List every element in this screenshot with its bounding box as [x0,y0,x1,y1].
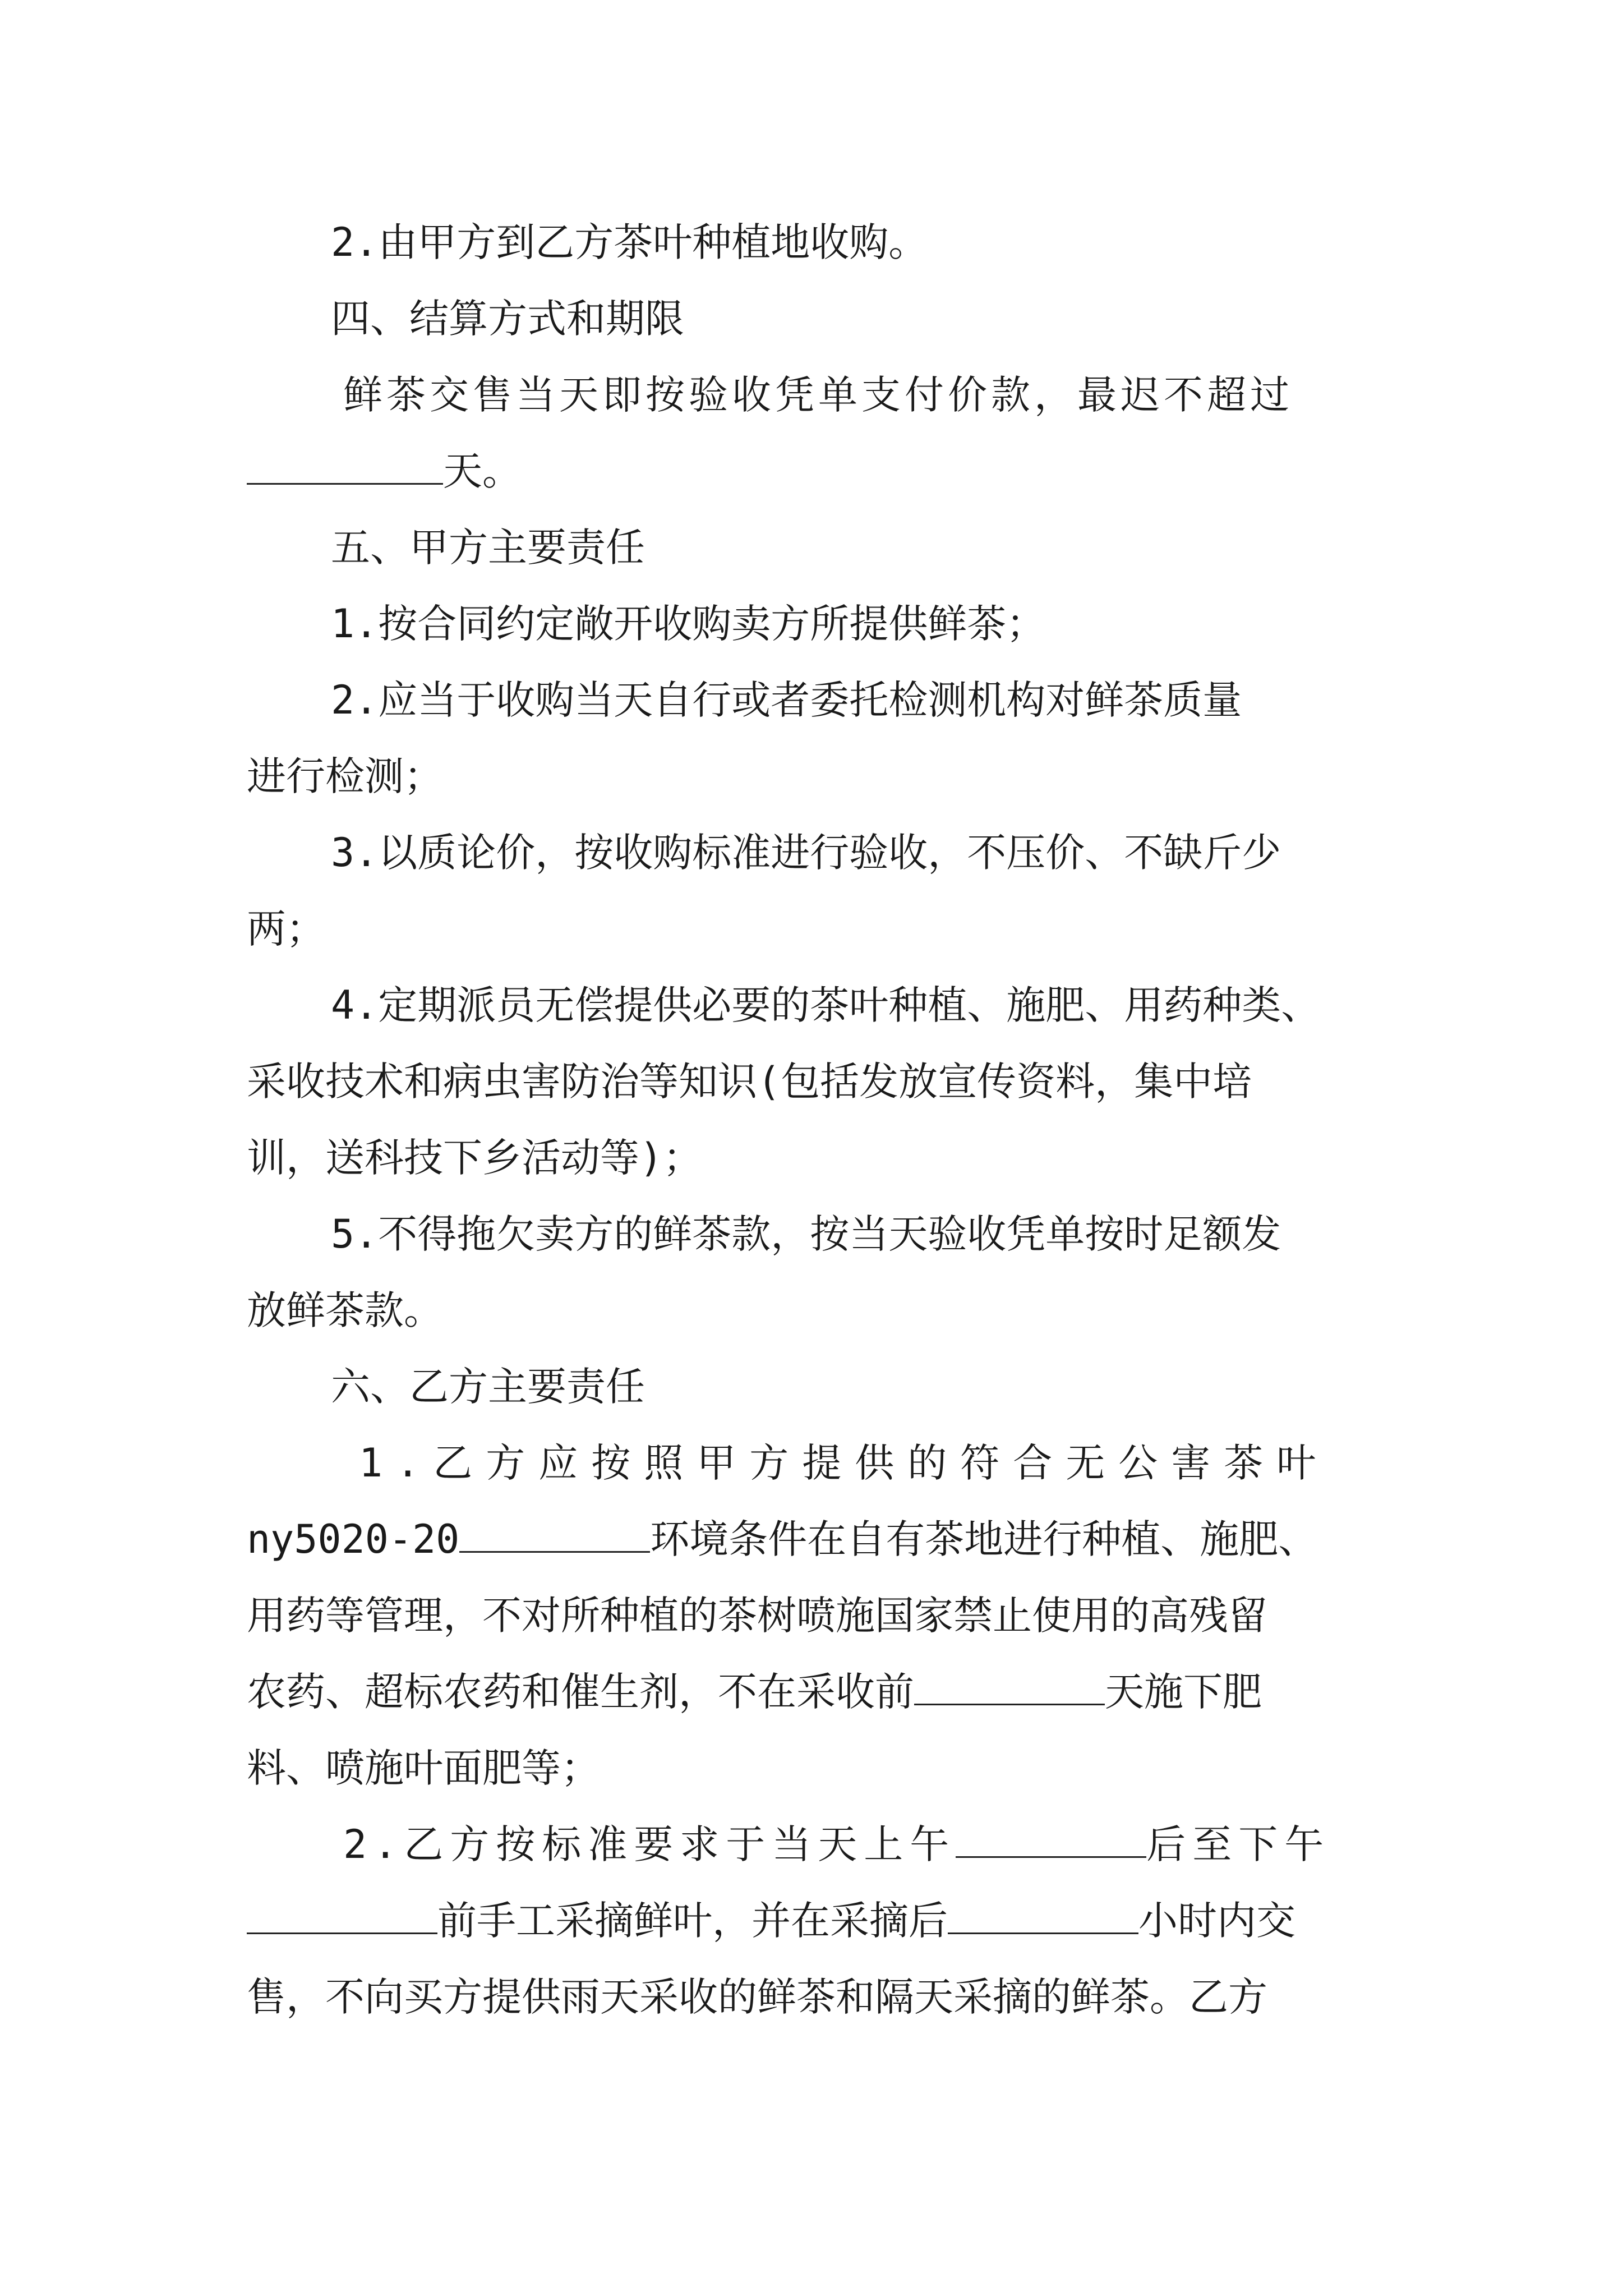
text-line [331,977,1320,1033]
text-line [247,1511,1317,1567]
fill-in-blank[interactable] [247,444,443,485]
text-line [247,1130,702,1186]
text-line-content: 2.应当于收购当天自行或者委托检测机构对鲜茶质量 [331,677,1242,723]
text-line-content: 3.以质论价，按收购标准进行验收，不压价、不缺斤少 [331,830,1281,876]
text-line [331,1206,1281,1262]
text-line [247,748,443,804]
section-heading [331,519,645,576]
text-line-content: 4.定期派员无偿提供必要的茶叶种植、施肥、用药种类、 [331,982,1321,1028]
text-line [331,825,1281,881]
fill-in-blank[interactable] [956,1817,1146,1858]
text-line [331,214,928,270]
text-line [247,901,325,957]
section-heading [331,291,684,347]
code-text: ny5020-20 [247,1516,460,1562]
text-line-content: 训，送科技下乡活动等)； [247,1135,703,1181]
text-line [247,1588,1267,1644]
fill-in-blank[interactable] [914,1664,1105,1705]
text-line [359,1435,1329,1491]
text-line [247,1053,1252,1110]
section-heading-text: 五、甲方主要责任 [331,524,645,570]
text-line-content: 前手工采摘鲜叶，并在采摘后 [437,1898,948,1944]
text-line-content: 农药、超标农药和催生剂，不在采收前 [247,1669,914,1715]
text-line-content: 两； [247,906,325,952]
text-line-content: 5.不得拖欠卖方的鲜茶款，按当天验收凭单按时足额发 [331,1211,1281,1257]
text-line-content: 鲜茶交售当天即按验收凭单支付价款，最迟不超过 [343,372,1293,418]
text-line [247,443,522,499]
text-line [247,1740,600,1796]
text-line [247,1969,1267,2025]
text-line-content: 料、喷施叶面肥等； [247,1745,600,1791]
text-line-content: 进行检测； [247,753,443,799]
text-line [343,1816,1330,1872]
text-line-content: 2.乙方按标准要求于当天上午 [343,1821,956,1867]
fill-in-blank[interactable] [948,1893,1138,1934]
text-line-content: 售，不向买方提供雨天采收的鲜茶和隔天采摘的鲜茶。乙方 [247,1974,1267,2020]
fill-in-blank[interactable] [247,1893,437,1934]
text-line [247,1893,1295,1949]
text-line [247,1664,1262,1720]
text-line [331,672,1242,728]
text-line [343,367,1293,423]
text-line-content: 用药等管理，不对所种植的茶树喷施国家禁止使用的高残留 [247,1593,1267,1639]
text-line-content: 环境条件在自有茶地进行种植、施肥、 [650,1516,1318,1562]
text-line-content: 采收技术和病虫害防治等知识(包括发放宣传资料，集中培 [247,1059,1252,1105]
section-heading-text: 四、结算方式和期限 [331,296,684,342]
text-line-content: 天。 [443,448,522,494]
text-line-content: 放鲜茶款。 [247,1287,443,1333]
fill-in-blank[interactable] [459,1512,650,1553]
section-heading-text: 六、乙方主要责任 [331,1364,645,1410]
text-line [331,596,1045,652]
text-line [247,1282,443,1338]
text-line-content: 1.乙方应按照甲方提供的符合无公害茶叶 [359,1440,1330,1486]
text-line-content: 天施下肥 [1105,1669,1262,1715]
text-line-content: 后至下午 [1146,1821,1331,1867]
text-line-content: 小时内交 [1138,1898,1295,1944]
section-heading [331,1359,645,1415]
text-line-content: 2.由甲方到乙方茶叶种植地收购。 [331,219,928,265]
text-line-content: 1.按合同约定敞开收购卖方所提供鲜茶； [331,601,1046,647]
